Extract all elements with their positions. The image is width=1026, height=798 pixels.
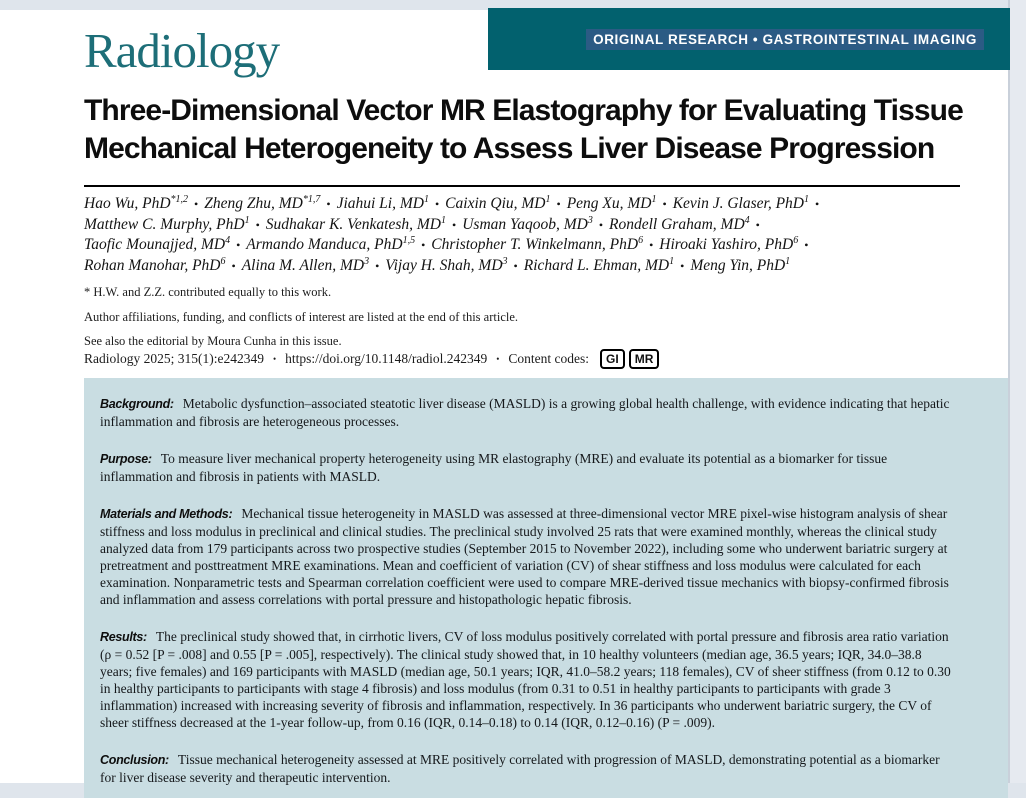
abstract-section-label: Background: bbox=[100, 397, 174, 411]
section-banner-label: ORIGINAL RESEARCH • GASTROINTESTINAL IMAGING bbox=[586, 29, 984, 50]
citation-reference: Radiology 2025; 315(1):e242349 bbox=[84, 351, 264, 366]
author-affiliation-sup: 1 bbox=[785, 255, 791, 267]
author-separator: • bbox=[643, 238, 660, 252]
author-separator: • bbox=[798, 238, 809, 252]
author-name: Rohan Manohar, PhD bbox=[84, 256, 221, 274]
author-name: Jiahui Li, MD bbox=[336, 195, 424, 212]
author-affiliation-sup: *1,7 bbox=[302, 193, 321, 205]
footnote-affiliations: Author affiliations, funding, and conflicts of interest are listed at the end of this article. bbox=[84, 310, 519, 324]
author-name: Vijay H. Shah, MD bbox=[385, 256, 503, 274]
article-title-line1: Three-Dimensional Vector MR Elastography for Evaluating Tissue bbox=[84, 94, 963, 127]
content-code-badge: MR bbox=[629, 349, 660, 369]
article-title bbox=[84, 92, 994, 168]
author-name: Alina M. Allen, MD bbox=[241, 256, 365, 274]
abstract-section-text: To measure liver mechanical property heterogeneity using MR elastography (MRE) and evaluate its potential as a biomarker for tissue inflammation and fibrosis in patients with MASLD. bbox=[100, 451, 888, 484]
author-affiliation-sup: 1 bbox=[803, 193, 809, 205]
abstract-section bbox=[100, 450, 952, 485]
abstract-section bbox=[100, 505, 952, 608]
abstract-section-text: The preclinical study showed that, in cirrhotic livers, CV of loss modulus positively correlated with portal pressure and fibrosis area ratio variation (ρ = 0.52 [P = .008] and 0.55 [P = .005], respectively). The clinical study showed that, in 10 healthy volunteers (median age, 36.5 years; IQR, 34.0–38.8 years; five females) and 169 participants with MASLD (median age, 50.1 years; IQR, 41.0–58.2 years; 118 females), CV of sheer stiffness (from 0.12 to 0.30 in healthy participants to participants with stage 4 fibrosis) and loss modulus (from 0.31 to 0.51 in healthy participants to participants with grade 3 inflammation) increased with increasing severity of fibrosis and inflammation, respectively. In 36 participants who underwent bariatric surgery, the CV of sheer stiffness decreased at the 1-year follow-up, from 0.16 (IQR, 0.14–0.18) to 0.14 (IQR, 0.12–0.16) (P = .009). bbox=[100, 629, 951, 730]
author-separator: • bbox=[225, 258, 242, 273]
author-separator: • bbox=[808, 197, 820, 211]
abstract-section-text: Tissue mechanical heterogeneity assessed at MRE positively correlated with progression of MASLD, demonstrating potential as a biomarker for liver disease severity and therapeutic intervention. bbox=[100, 752, 940, 785]
content-code-badge: GI bbox=[600, 349, 625, 369]
author-name: Taofic Mounajjed, MD bbox=[84, 236, 226, 253]
author-affiliation-sup: 3 bbox=[502, 255, 508, 267]
author-affiliation-sup: 6 bbox=[220, 255, 226, 267]
author-separator: • bbox=[249, 217, 266, 232]
separator-dot: • bbox=[272, 354, 277, 364]
page-edge-strip bbox=[1008, 0, 1026, 783]
author-name: Kevin J. Glaser, PhD bbox=[672, 195, 804, 212]
author-affiliation-sup: 1 bbox=[545, 193, 551, 205]
author-separator: • bbox=[592, 217, 610, 232]
journal-logo: Radiology bbox=[84, 23, 280, 78]
author-separator: • bbox=[230, 238, 247, 252]
footnote-equal-contribution: * H.W. and Z.Z. contributed equally to this work. bbox=[84, 285, 332, 299]
author-affiliation-sup: 1 bbox=[423, 193, 429, 205]
author-line bbox=[84, 194, 994, 215]
author-name: Matthew C. Murphy, PhD bbox=[84, 215, 245, 233]
author-affiliation-sup: 4 bbox=[744, 214, 750, 226]
author-name: Sudhakar K. Venkatesh, MD bbox=[265, 215, 442, 233]
author-name: Hao Wu, PhD bbox=[84, 195, 171, 212]
section-banner bbox=[488, 8, 1010, 70]
author-name: Armando Manduca, PhD bbox=[246, 236, 403, 253]
abstract-section-text: Metabolic dysfunction–associated steatotic liver disease (MASLD) is a growing global health challenge, with evidence indicating that hepatic inflammation and fibrosis are heterogeneous processes. bbox=[100, 396, 950, 429]
author-line bbox=[84, 256, 994, 277]
author-name: Caixin Qiu, MD bbox=[445, 195, 546, 212]
author-separator: • bbox=[674, 258, 691, 273]
author-list bbox=[84, 194, 994, 276]
author-separator: • bbox=[320, 197, 337, 211]
author-name: Richard L. Ehman, MD bbox=[523, 256, 670, 274]
author-line bbox=[84, 235, 994, 256]
author-separator: • bbox=[446, 217, 463, 232]
author-affiliation-sup: 6 bbox=[793, 234, 799, 246]
author-separator: • bbox=[507, 258, 524, 273]
author-affiliation-sup: 6 bbox=[638, 234, 644, 246]
abstract-section-text: Mechanical tissue heterogeneity in MASLD was assessed at three-dimensional vector MRE pixel-wise histogram analysis of shear stiffness and loss modulus in preclinical and clinical studies. The preclinical study involved 25 rats that were examined monthly, whereas the clinical study analyzed data from 179 participants across two prospective studies (September 2015 to November 2022), including some who underwent bariatric surgery at pretreatment and posttreatment MRE examinations. Mean and coefficient of variation (CV) of shear stiffness and loss modulus were calculated for each examination. Nonparametric tests and Spearman correlation coefficient were used to compare MRE-derived tissue mechanics with biopsy-confirmed fibrosis and inflammation and assess correlations with portal pressure and histopathologic hepatic fibrosis. bbox=[100, 506, 949, 607]
author-separator: • bbox=[415, 238, 432, 252]
author-name: Zheng Zhu, MD bbox=[204, 195, 303, 212]
citation-line bbox=[84, 349, 659, 369]
author-affiliation-sup: 3 bbox=[587, 214, 593, 226]
abstract-section bbox=[100, 628, 952, 731]
author-affiliation-sup: 1,5 bbox=[402, 234, 416, 246]
abstract-section bbox=[100, 751, 952, 786]
author-separator: • bbox=[749, 217, 760, 232]
author-name: Peng Xu, MD bbox=[566, 195, 652, 212]
author-separator: • bbox=[656, 197, 673, 211]
abstract-section-label: Materials and Methods: bbox=[100, 507, 233, 521]
author-affiliation-sup: 1 bbox=[441, 214, 447, 226]
author-affiliation-sup: 3 bbox=[364, 255, 370, 267]
doi-link[interactable]: https://doi.org/10.1148/radiol.242349 bbox=[285, 351, 488, 366]
author-affiliation-sup: 1 bbox=[651, 193, 657, 205]
article-title-line2: Mechanical Heterogeneity to Assess Liver Disease Progression bbox=[84, 132, 935, 165]
abstract-section-label: Conclusion: bbox=[100, 753, 169, 767]
author-separator: • bbox=[188, 197, 205, 211]
author-name: Usman Yaqoob, MD bbox=[462, 215, 588, 233]
abstract-section-label: Purpose: bbox=[100, 452, 152, 466]
author-affiliation-sup: 1 bbox=[669, 255, 675, 267]
author-separator: • bbox=[428, 197, 446, 211]
author-separator: • bbox=[550, 197, 567, 211]
author-name: Christopher T. Winkelmann, PhD bbox=[431, 236, 639, 253]
title-divider-rule bbox=[84, 185, 960, 187]
author-affiliation-sup: *1,2 bbox=[170, 193, 189, 205]
abstract-section-label: Results: bbox=[100, 630, 147, 644]
editorial-note: See also the editorial by Moura Cunha in this issue. bbox=[84, 334, 342, 348]
abstract-section bbox=[100, 395, 952, 430]
author-affiliation-sup: 4 bbox=[225, 234, 231, 246]
author-name: Hiroaki Yashiro, PhD bbox=[659, 236, 794, 253]
content-codes-label: Content codes: bbox=[508, 351, 590, 366]
author-affiliation-sup: 1 bbox=[244, 214, 250, 226]
separator-dot: • bbox=[496, 354, 500, 364]
content-codes bbox=[600, 349, 659, 369]
abstract-panel bbox=[84, 378, 1008, 798]
author-name: Rondell Graham, MD bbox=[609, 215, 745, 233]
author-separator: • bbox=[369, 258, 386, 273]
author-name: Meng Yin, PhD bbox=[690, 256, 786, 274]
author-line bbox=[84, 215, 994, 236]
